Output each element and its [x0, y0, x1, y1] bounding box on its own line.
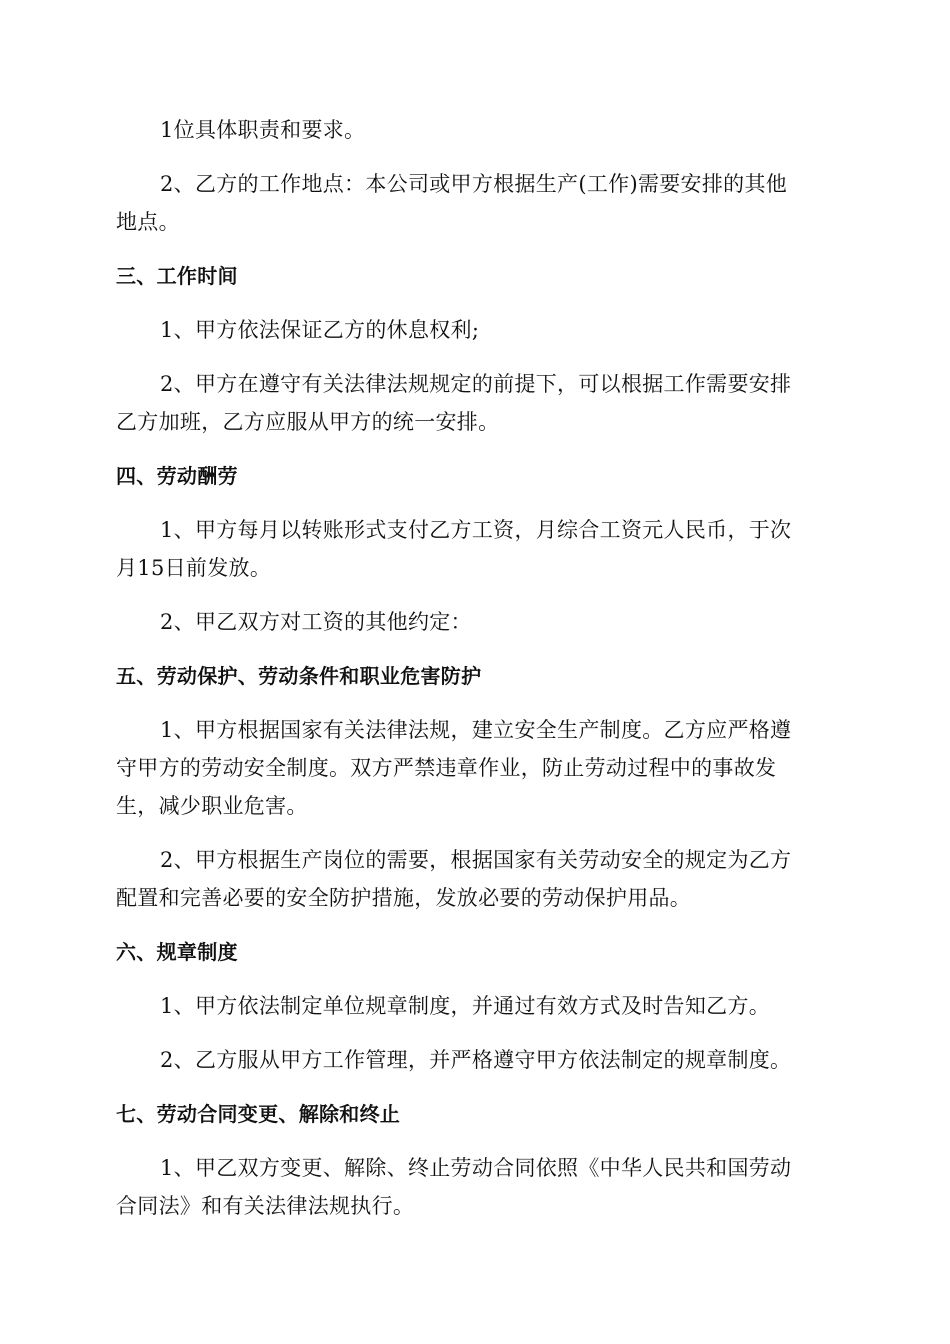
paragraph-line: 生，减少职业危害。 [116, 794, 308, 818]
paragraph-line: 1、甲方依法保证乙方的休息权利; [160, 318, 480, 342]
paragraph-line: 月15日前发放。 [116, 556, 272, 580]
paragraph-line: 2、乙方服从甲方工作管理，并严格遵守甲方依法制定的规章制度。 [160, 1048, 792, 1072]
paragraph-line: 2、甲乙双方对工资的其他约定： [160, 610, 472, 634]
paragraph-line: 配置和完善必要的安全防护措施，发放必要的劳动保护用品。 [116, 886, 692, 910]
section-heading-3: 三、工作时间 [116, 264, 238, 288]
paragraph-line: 2、甲方在遵守有关法律法规规定的前提下，可以根据工作需要安排 [160, 372, 792, 396]
paragraph-line: 地点。 [116, 210, 180, 234]
paragraph-line: 1、甲方每月以转账形式支付乙方工资，月综合工资元人民币，于次 [160, 518, 792, 542]
paragraph-line: 1、甲方依法制定单位规章制度，并通过有效方式及时告知乙方。 [160, 994, 771, 1018]
paragraph-line: 2、甲方根据生产岗位的需要，根据国家有关劳动安全的规定为乙方 [160, 848, 792, 872]
paragraph-line: 2、乙方的工作地点：本公司或甲方根据生产(工作)需要安排的其他 [160, 172, 788, 196]
paragraph-line: 守甲方的劳动安全制度。双方严禁违章作业，防止劳动过程中的事故发 [116, 756, 777, 780]
paragraph-line: 1位具体职责和要求。 [160, 118, 366, 142]
paragraph-line: 合同法》和有关法律法规执行。 [116, 1194, 415, 1218]
paragraph-line: 1、甲方根据国家有关法律法规，建立安全生产制度。乙方应严格遵 [160, 718, 792, 742]
section-heading-6: 六、规章制度 [116, 940, 238, 964]
section-heading-7: 七、劳动合同变更、解除和终止 [116, 1102, 401, 1126]
paragraph-line: 乙方加班，乙方应服从甲方的统一安排。 [116, 410, 500, 434]
section-heading-4: 四、劳动酬劳 [116, 464, 238, 488]
section-heading-5: 五、劳动保护、劳动条件和职业危害防护 [116, 664, 482, 688]
paragraph-line: 1、甲乙双方变更、解除、终止劳动合同依照《中华人民共和国劳动 [160, 1156, 792, 1180]
